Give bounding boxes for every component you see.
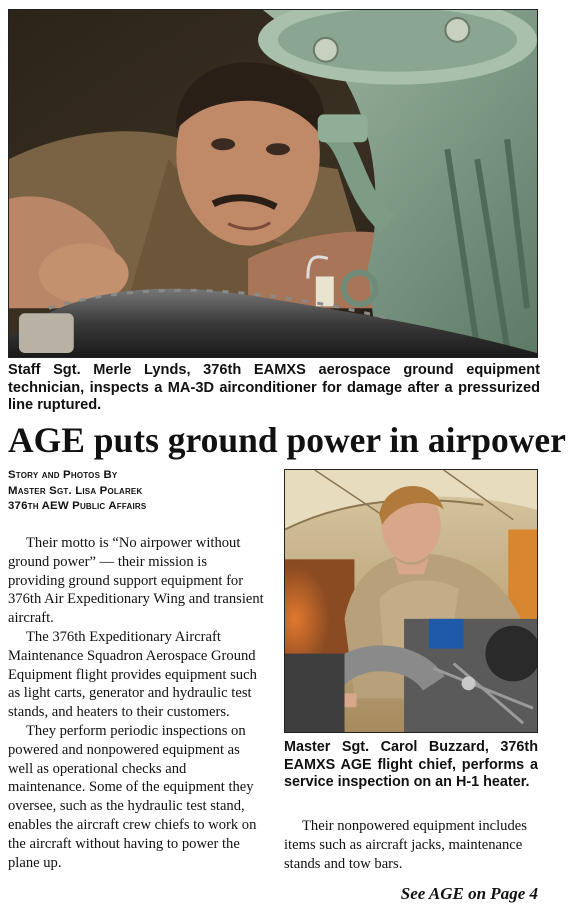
- article-paragraph: Their motto is “No airpower without ground power” — their mission is providing ground support equipment for 376th Air Expeditionary Wing and transient aircraft.: [8, 535, 264, 627]
- right-photo: [284, 469, 538, 733]
- article-paragraph: They perform periodic inspections on powered and nonpowered equipment as well as operational checks and maintenance. Some of the equipment they oversee, such as the hydraulic test stand, enables the aircraft crew chiefs to work on the aircraft without having to power the plane up.: [8, 722, 257, 871]
- article-paragraph: Their nonpowered equipment includes items such as aircraft jacks, maintenance stands and tow bars.: [284, 818, 527, 872]
- byline-line: Master Sgt. Lisa Polarek: [8, 484, 143, 497]
- byline-line: Story and Photos By: [8, 469, 118, 481]
- byline-line: 376th AEW Public Affairs: [8, 500, 147, 512]
- article-paragraph: The 376th Expeditionary Aircraft Maintenance Squadron Aerospace Ground Equipment flight provides equipment such as light carts, generator and hydraulic test stands, and heaters to their customers.: [8, 628, 257, 721]
- top-photo-caption: Staff Sgt. Merle Lynds, 376th EAMXS aerospace ground equipment technician, inspects a MA-3D airconditioner for damage after a pressurized line ruptured.: [8, 362, 540, 413]
- top-photo-image: [9, 10, 537, 357]
- continuation-link[interactable]: See AGE on Page 4: [400, 884, 538, 903]
- article-body-right-column: [284, 817, 538, 873]
- right-photo-image: [285, 470, 537, 732]
- article-headline: AGE puts ground power in airpower: [8, 420, 566, 460]
- right-photo-caption: Master Sgt. Carol Buzzard, 376th EAMXS AGE flight chief, performs a service inspection on an H-1 heater.: [284, 739, 538, 790]
- top-photo: [8, 9, 538, 358]
- article-body-left-column: [8, 534, 266, 872]
- byline: [8, 468, 278, 515]
